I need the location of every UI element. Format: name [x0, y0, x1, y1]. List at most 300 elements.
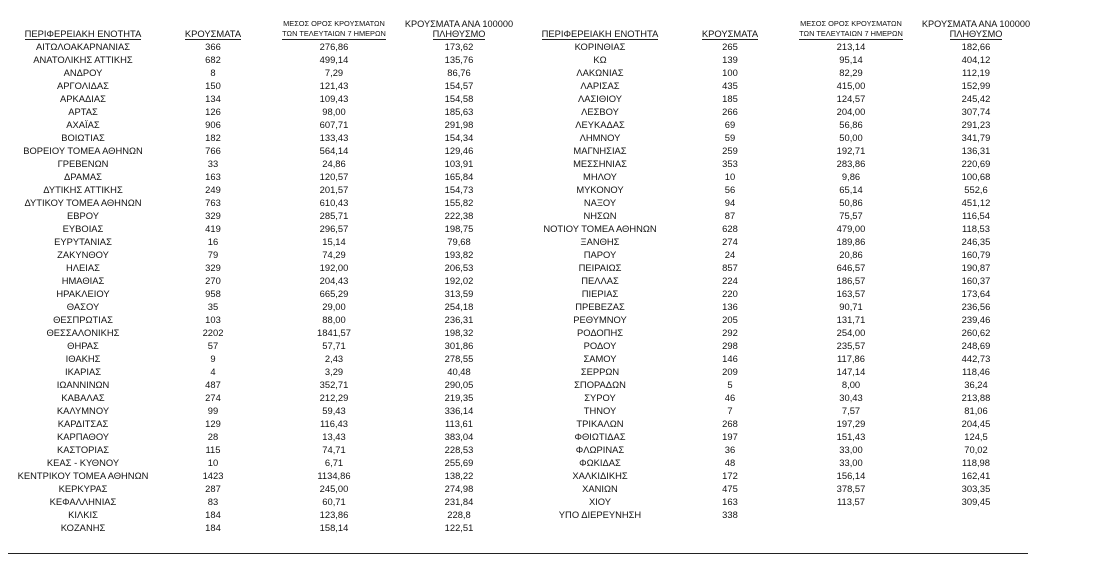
region-cell: ΚΟΡΙΝΘΙΑΣ — [574, 41, 626, 52]
per-100000-cell: 220,69 — [961, 158, 991, 169]
table-row — [8, 209, 518, 222]
cases-cell: 5 — [727, 379, 733, 390]
region-cell: ΧΑΛΚΙΔΙΚΗΣ — [572, 470, 628, 481]
table-row — [525, 144, 1035, 157]
table-row — [8, 443, 518, 456]
table-row — [525, 105, 1035, 118]
cases-cell: 7 — [727, 405, 733, 416]
header-7day-average: ΜΕΣΟΣ ΟΡΟΣ ΚΡΟΥΣΜΑΤΩΝ ΤΩΝ ΤΕΛΕΥΤΑΙΩΝ 7 ΗΜΕΡΩΝ — [282, 19, 386, 38]
region-cell: ΚΕΦΑΛΛΗΝΙΑΣ — [49, 496, 117, 507]
seven-day-average-cell: 90,71 — [839, 301, 863, 312]
cases-cell: 139 — [722, 54, 738, 65]
seven-day-average-cell: 133,43 — [319, 132, 349, 143]
cases-cell: 906 — [205, 119, 221, 130]
region-cell: ΛΑΡΙΣΑΣ — [580, 80, 620, 91]
per-100000-cell: 291,23 — [961, 119, 991, 130]
cases-cell: 197 — [722, 431, 738, 442]
table-row — [8, 456, 518, 469]
per-100000-cell: 118,46 — [962, 366, 990, 377]
region-cell: ΣΕΡΡΩΝ — [580, 366, 620, 377]
seven-day-average-cell: 95,14 — [839, 54, 863, 65]
region-cell: ΡΟΔΟΠΗΣ — [576, 327, 624, 338]
per-100000-cell: 204,45 — [961, 418, 991, 429]
seven-day-average-cell: 564,14 — [319, 145, 349, 156]
region-cell: ΔΡΑΜΑΣ — [64, 171, 102, 182]
region-cell: ΕΒΡΟΥ — [66, 210, 99, 221]
region-cell: ΡΕΘΥΜΝΟΥ — [573, 314, 627, 325]
cases-cell: 9 — [210, 353, 216, 364]
table-row — [8, 144, 518, 157]
region-cell: ΣΑΜΟΥ — [583, 353, 617, 364]
per-100000-cell: 552,6 — [964, 184, 988, 195]
table-row — [525, 391, 1035, 404]
seven-day-average-cell: 15,14 — [322, 236, 346, 247]
table-row — [8, 196, 518, 209]
per-100000-cell: 246,35 — [961, 236, 991, 247]
cases-cell: 100 — [722, 67, 738, 78]
seven-day-average-cell — [785, 508, 917, 521]
cases-cell: 129 — [205, 418, 221, 429]
region-cell: ΓΡΕΒΕΝΩΝ — [57, 158, 109, 169]
region-cell: ΧΙΟΥ — [588, 496, 612, 507]
table-row — [525, 53, 1035, 66]
seven-day-average-cell: 8,00 — [841, 379, 861, 390]
seven-day-average-cell: 1841,57 — [317, 327, 351, 338]
cases-cell: 274 — [722, 236, 738, 247]
cases-cell: 224 — [722, 275, 738, 286]
cases-cell: 292 — [722, 327, 738, 338]
table-row — [8, 105, 518, 118]
per-100000-cell: 162,41 — [961, 470, 991, 481]
per-100000-cell: 383,04 — [444, 431, 474, 442]
cases-cell: 4 — [210, 366, 216, 377]
per-100000-cell: 124,5 — [964, 431, 988, 442]
region-cell: ΠΙΕΡΙΑΣ — [581, 288, 619, 299]
per-100000-cell: 112,19 — [962, 67, 990, 78]
per-100000-cell: 206,53 — [444, 262, 474, 273]
table-row — [8, 79, 518, 92]
seven-day-average-cell: 116,43 — [320, 418, 348, 429]
seven-day-average-cell: 117,86 — [837, 353, 865, 364]
region-cell: ΙΘΑΚΗΣ — [65, 353, 101, 364]
seven-day-average-cell: 151,43 — [836, 431, 866, 442]
table-row — [8, 313, 518, 326]
table-row — [525, 79, 1035, 92]
seven-day-average-cell: 245,00 — [319, 483, 349, 494]
cases-cell: 274 — [205, 392, 221, 403]
table-row — [525, 508, 1035, 521]
region-cell: ΘΑΣΟΥ — [66, 301, 100, 312]
header-region: ΠΕΡΙΦΕΡΕΙΑΚΗ ΕΝΟΤΗΤΑ — [24, 28, 142, 39]
per-100000-cell: 239,46 — [961, 314, 991, 325]
region-cell: ΔΥΤΙΚΟΥ ΤΟΜΕΑ ΑΘΗΝΩΝ — [24, 197, 142, 208]
seven-day-average-cell: 7,29 — [324, 67, 344, 78]
cases-cell: 329 — [205, 262, 221, 273]
region-cell: ΚΟΖΑΝΗΣ — [60, 522, 106, 533]
seven-day-average-cell: 1134,86 — [317, 470, 351, 481]
header-per-100000: ΚΡΟΥΣΜΑΤΑ ΑΝΑ 100000 ΠΛΗΘΥΣΜΟ — [404, 19, 514, 39]
region-cell: ΙΚΑΡΙΑΣ — [64, 366, 102, 377]
table-row — [8, 404, 518, 417]
header-per-100000: ΚΡΟΥΣΜΑΤΑ ΑΝΑ 100000 ΠΛΗΘΥΣΜΟ — [921, 19, 1031, 39]
per-100000-cell — [917, 508, 1035, 521]
cases-cell: 249 — [205, 184, 221, 195]
seven-day-average-cell: 65,14 — [839, 184, 863, 195]
region-cell: ΝΗΣΩΝ — [583, 210, 617, 221]
region-cell: ΒΟΙΩΤΙΑΣ — [61, 132, 105, 143]
cases-cell: 79 — [207, 249, 219, 260]
cases-cell: 16 — [207, 236, 219, 247]
region-cell: ΑΡΤΑΣ — [68, 106, 98, 117]
cases-cell: 99 — [207, 405, 219, 416]
per-100000-cell: 193,82 — [444, 249, 474, 260]
region-cell: ΝΑΞΟΥ — [583, 197, 617, 208]
seven-day-average-cell: 276,86 — [319, 41, 349, 52]
table-row — [525, 40, 1035, 53]
cases-cell: 266 — [722, 106, 738, 117]
cases-cell: 287 — [205, 483, 221, 494]
table-row — [8, 170, 518, 183]
table-row — [8, 118, 518, 131]
per-100000-cell: 228,8 — [447, 509, 471, 520]
seven-day-average-cell: 7,57 — [841, 405, 861, 416]
table-row — [525, 170, 1035, 183]
cases-cell: 766 — [205, 145, 221, 156]
cases-cell: 487 — [205, 379, 221, 390]
table-row — [525, 365, 1035, 378]
table-row — [525, 339, 1035, 352]
region-cell: ΑΧΑΪΑΣ — [66, 119, 100, 130]
per-100000-cell: 254,18 — [444, 301, 474, 312]
region-cell: ΖΑΚΥΝΘΟΥ — [57, 249, 109, 260]
table-row — [525, 131, 1035, 144]
region-cell: ΙΩΑΝΝΙΝΩΝ — [56, 379, 110, 390]
cases-cell: 205 — [722, 314, 738, 325]
cases-cell: 184 — [205, 522, 221, 533]
cases-cell: 1423 — [202, 470, 224, 481]
seven-day-average-cell: 296,57 — [319, 223, 349, 234]
seven-day-average-cell: 192,71 — [836, 145, 866, 156]
per-100000-cell: 278,55 — [444, 353, 474, 364]
seven-day-average-cell: 50,86 — [839, 197, 863, 208]
seven-day-average-cell: 285,71 — [319, 210, 349, 221]
seven-day-average-cell: 9,86 — [841, 171, 861, 182]
region-cell: ΗΜΑΘΙΑΣ — [61, 275, 105, 286]
seven-day-average-cell: 20,86 — [839, 249, 863, 260]
cases-cell: 46 — [724, 392, 736, 403]
cases-cell: 353 — [722, 158, 738, 169]
region-cell: ΕΥΡΥΤΑΝΙΑΣ — [54, 236, 112, 247]
table-row — [525, 235, 1035, 248]
region-cell: ΒΟΡΕΙΟΥ ΤΟΜΕΑ ΑΘΗΝΩΝ — [23, 145, 143, 156]
per-100000-cell: 255,69 — [444, 457, 474, 468]
region-cell: ΑΝΑΤΟΛΙΚΗΣ ΑΤΤΙΚΗΣ — [33, 54, 133, 65]
region-cell: ΗΡΑΚΛΕΙΟΥ — [56, 288, 110, 299]
table-row — [8, 352, 518, 365]
seven-day-average-cell: 235,57 — [836, 340, 866, 351]
cases-cell: 338 — [722, 509, 738, 520]
table-body-left — [8, 40, 518, 534]
table-row — [525, 430, 1035, 443]
seven-day-average-cell: 113,57 — [837, 496, 865, 507]
cases-cell: 10 — [724, 171, 736, 182]
table-row — [8, 495, 518, 508]
per-100000-cell: 118,53 — [962, 223, 990, 234]
seven-day-average-cell: 98,00 — [322, 106, 346, 117]
table-row — [525, 313, 1035, 326]
seven-day-average-cell: 2,43 — [324, 353, 344, 364]
seven-day-average-cell: 88,00 — [322, 314, 346, 325]
per-100000-cell: 307,74 — [961, 106, 991, 117]
cases-cell: 87 — [724, 210, 736, 221]
table-row — [8, 430, 518, 443]
cases-cell: 268 — [722, 418, 738, 429]
cases-cell: 184 — [205, 509, 221, 520]
per-100000-cell: 198,75 — [444, 223, 474, 234]
table-row — [525, 495, 1035, 508]
region-cell: ΚΑΡΔΙΤΣΑΣ — [57, 418, 109, 429]
table-row — [8, 300, 518, 313]
seven-day-average-cell: 283,86 — [836, 158, 866, 169]
table-row — [525, 274, 1035, 287]
seven-day-average-cell: 121,43 — [319, 80, 349, 91]
per-100000-cell: 236,56 — [961, 301, 991, 312]
table-row — [525, 326, 1035, 339]
table-row — [8, 53, 518, 66]
table-row — [8, 274, 518, 287]
cases-cell: 209 — [722, 366, 738, 377]
per-100000-cell: 86,76 — [447, 67, 471, 78]
table-row — [525, 443, 1035, 456]
table-row — [8, 378, 518, 391]
cases-cell: 150 — [205, 80, 221, 91]
per-100000-cell: 173,62 — [444, 41, 474, 52]
per-100000-cell: 155,82 — [444, 197, 474, 208]
region-cell: ΛΕΣΒΟΥ — [581, 106, 619, 117]
seven-day-average-cell: 13,43 — [322, 431, 346, 442]
per-100000-cell: 116,54 — [962, 210, 990, 221]
seven-day-average-cell: 665,29 — [319, 288, 349, 299]
seven-day-average-cell: 74,29 — [322, 249, 346, 260]
cases-cell: 628 — [722, 223, 738, 234]
cases-cell: 857 — [722, 262, 738, 273]
per-100000-cell: 70,02 — [964, 444, 988, 455]
table-row — [8, 521, 518, 534]
per-100000-cell: 154,57 — [444, 80, 474, 91]
per-100000-cell: 222,38 — [444, 210, 474, 221]
cases-cell: 136 — [722, 301, 738, 312]
seven-day-average-cell: 3,29 — [324, 366, 344, 377]
region-cell: ΡΟΔΟΥ — [583, 340, 617, 351]
seven-day-average-cell: 24,86 — [322, 158, 346, 169]
table-row — [8, 183, 518, 196]
region-cell: ΣΥΡΟΥ — [584, 392, 616, 403]
seven-day-average-cell: 123,86 — [319, 509, 349, 520]
per-100000-cell: 122,51 — [444, 522, 474, 533]
table-row — [8, 261, 518, 274]
cases-cell: 163 — [722, 496, 738, 507]
table-row — [525, 66, 1035, 79]
region-cell: ΚΕΝΤΡΙΚΟΥ ΤΟΜΕΑ ΑΘΗΝΩΝ — [17, 470, 149, 481]
per-100000-cell: 336,14 — [444, 405, 474, 416]
per-100000-cell: 291,98 — [444, 119, 474, 130]
cases-cell: 958 — [205, 288, 221, 299]
region-cell: ΠΕΙΡΑΙΩΣ — [578, 262, 622, 273]
table-row — [525, 482, 1035, 495]
cases-cell: 10 — [207, 457, 219, 468]
per-100000-cell: 274,98 — [444, 483, 474, 494]
table-row — [8, 391, 518, 404]
cases-cell: 259 — [722, 145, 738, 156]
seven-day-average-cell: 204,00 — [836, 106, 866, 117]
cases-cell: 35 — [207, 301, 219, 312]
seven-day-average-cell: 212,29 — [319, 392, 349, 403]
table-row — [525, 248, 1035, 261]
seven-day-average-cell: 50,00 — [839, 132, 863, 143]
seven-day-average-cell: 607,71 — [319, 119, 349, 130]
cases-cell: 366 — [205, 41, 221, 52]
table-row — [8, 482, 518, 495]
header-row — [8, 14, 518, 40]
table-row — [8, 157, 518, 170]
cases-table-left — [8, 14, 518, 534]
table-row — [8, 248, 518, 261]
seven-day-average-cell: 56,86 — [839, 119, 863, 130]
table-row — [8, 326, 518, 339]
region-cell: ΗΛΕΙΑΣ — [66, 262, 100, 273]
per-100000-cell: 160,79 — [961, 249, 991, 260]
region-cell: ΜΕΣΣΗΝΙΑΣ — [573, 158, 627, 169]
region-cell: ΚΙΛΚΙΣ — [68, 509, 98, 520]
region-cell: ΔΥΤΙΚΗΣ ΑΤΤΙΚΗΣ — [43, 184, 123, 195]
region-cell: ΚΑΛΥΜΝΟΥ — [56, 405, 110, 416]
per-100000-cell: 309,45 — [961, 496, 991, 507]
table-row — [525, 456, 1035, 469]
per-100000-cell: 113,61 — [445, 418, 473, 429]
cases-cell: 172 — [722, 470, 738, 481]
table-row — [8, 222, 518, 235]
seven-day-average-cell: 6,71 — [324, 457, 344, 468]
per-100000-cell: 228,53 — [444, 444, 474, 455]
table-row — [8, 469, 518, 482]
table-row — [525, 196, 1035, 209]
table-row — [525, 183, 1035, 196]
table-row — [525, 404, 1035, 417]
cases-cell: 329 — [205, 210, 221, 221]
per-100000-cell: 245,42 — [961, 93, 991, 104]
table-row — [8, 131, 518, 144]
cases-cell: 435 — [722, 80, 738, 91]
table-row — [525, 209, 1035, 222]
per-100000-cell: 36,24 — [964, 379, 988, 390]
cases-cell: 270 — [205, 275, 221, 286]
region-cell: ΧΑΝΙΩΝ — [582, 483, 618, 494]
seven-day-average-cell: 57,71 — [322, 340, 346, 351]
region-cell: ΛΑΣΙΘΙΟΥ — [577, 93, 623, 104]
region-cell: ΠΑΡΟΥ — [583, 249, 617, 260]
region-cell: ΠΕΛΛΑΣ — [581, 275, 619, 286]
cases-cell: 83 — [207, 496, 219, 507]
cases-cell: 220 — [722, 288, 738, 299]
header-row — [525, 14, 1035, 40]
region-cell: ΑΙΤΩΛΟΑΚΑΡΝΑΝΙΑΣ — [35, 41, 131, 52]
seven-day-average-cell: 82,29 — [839, 67, 863, 78]
per-100000-cell: 231,84 — [444, 496, 474, 507]
cases-table-right — [525, 14, 1035, 521]
region-cell: ΘΗΡΑΣ — [67, 340, 99, 351]
per-100000-cell: 40,48 — [447, 366, 471, 377]
seven-day-average-cell: 352,71 — [319, 379, 349, 390]
seven-day-average-cell: 204,43 — [319, 275, 349, 286]
bottom-divider — [8, 553, 1028, 554]
region-cell: ΚΑΣΤΟΡΙΑΣ — [56, 444, 110, 455]
table-row — [525, 300, 1035, 313]
per-100000-cell: 103,91 — [444, 158, 474, 169]
cases-cell: 24 — [724, 249, 736, 260]
seven-day-average-cell: 75,57 — [839, 210, 863, 221]
per-100000-cell: 248,69 — [961, 340, 991, 351]
region-cell: ΣΠΟΡΑΔΩΝ — [574, 379, 626, 390]
table-row — [525, 469, 1035, 482]
region-cell: ΚΕΡΚΥΡΑΣ — [58, 483, 108, 494]
seven-day-average-cell: 60,71 — [322, 496, 346, 507]
region-cell: ΦΩΚΙΔΑΣ — [579, 457, 621, 468]
region-cell: ΑΝΔΡΟΥ — [63, 67, 103, 78]
seven-day-average-cell: 415,00 — [836, 80, 866, 91]
per-100000-cell: 290,05 — [444, 379, 474, 390]
cases-cell: 763 — [205, 197, 221, 208]
table-row — [525, 287, 1035, 300]
table-row — [525, 157, 1035, 170]
region-cell: ΜΑΓΝΗΣΙΑΣ — [573, 145, 627, 156]
region-cell: ΚΩ — [593, 54, 607, 65]
per-100000-cell: 442,73 — [961, 353, 991, 364]
cases-cell: 146 — [722, 353, 738, 364]
region-cell: ΚΑΒΑΛΑΣ — [61, 392, 105, 403]
seven-day-average-cell: 30,43 — [839, 392, 863, 403]
cases-cell: 126 — [205, 106, 221, 117]
table-row — [8, 417, 518, 430]
seven-day-average-cell: 74,71 — [322, 444, 346, 455]
seven-day-average-cell: 499,14 — [319, 54, 349, 65]
region-cell: ΜΥΚΟΝΟΥ — [576, 184, 624, 195]
seven-day-average-cell: 33,00 — [839, 444, 863, 455]
per-100000-cell: 152,99 — [961, 80, 991, 91]
seven-day-average-cell: 197,29 — [836, 418, 866, 429]
seven-day-average-cell: 201,57 — [319, 184, 349, 195]
seven-day-average-cell: 213,14 — [836, 41, 866, 52]
per-100000-cell: 190,87 — [961, 262, 991, 273]
cases-cell: 8 — [210, 67, 216, 78]
per-100000-cell: 129,46 — [444, 145, 474, 156]
seven-day-average-cell: 29,00 — [322, 301, 346, 312]
seven-day-average-cell: 59,43 — [322, 405, 346, 416]
seven-day-average-cell: 186,57 — [836, 275, 866, 286]
table-row — [525, 92, 1035, 105]
cases-cell: 69 — [724, 119, 736, 130]
table-row — [525, 352, 1035, 365]
cases-cell: 2202 — [202, 327, 224, 338]
table-row — [8, 66, 518, 79]
per-100000-cell: 301,86 — [444, 340, 474, 351]
table-row — [525, 378, 1035, 391]
table-row — [8, 508, 518, 521]
region-cell: ΤΗΝΟΥ — [583, 405, 617, 416]
seven-day-average-cell: 192,00 — [319, 262, 349, 273]
per-100000-cell: 341,79 — [961, 132, 991, 143]
seven-day-average-cell: 646,57 — [836, 262, 866, 273]
cases-cell: 103 — [205, 314, 221, 325]
